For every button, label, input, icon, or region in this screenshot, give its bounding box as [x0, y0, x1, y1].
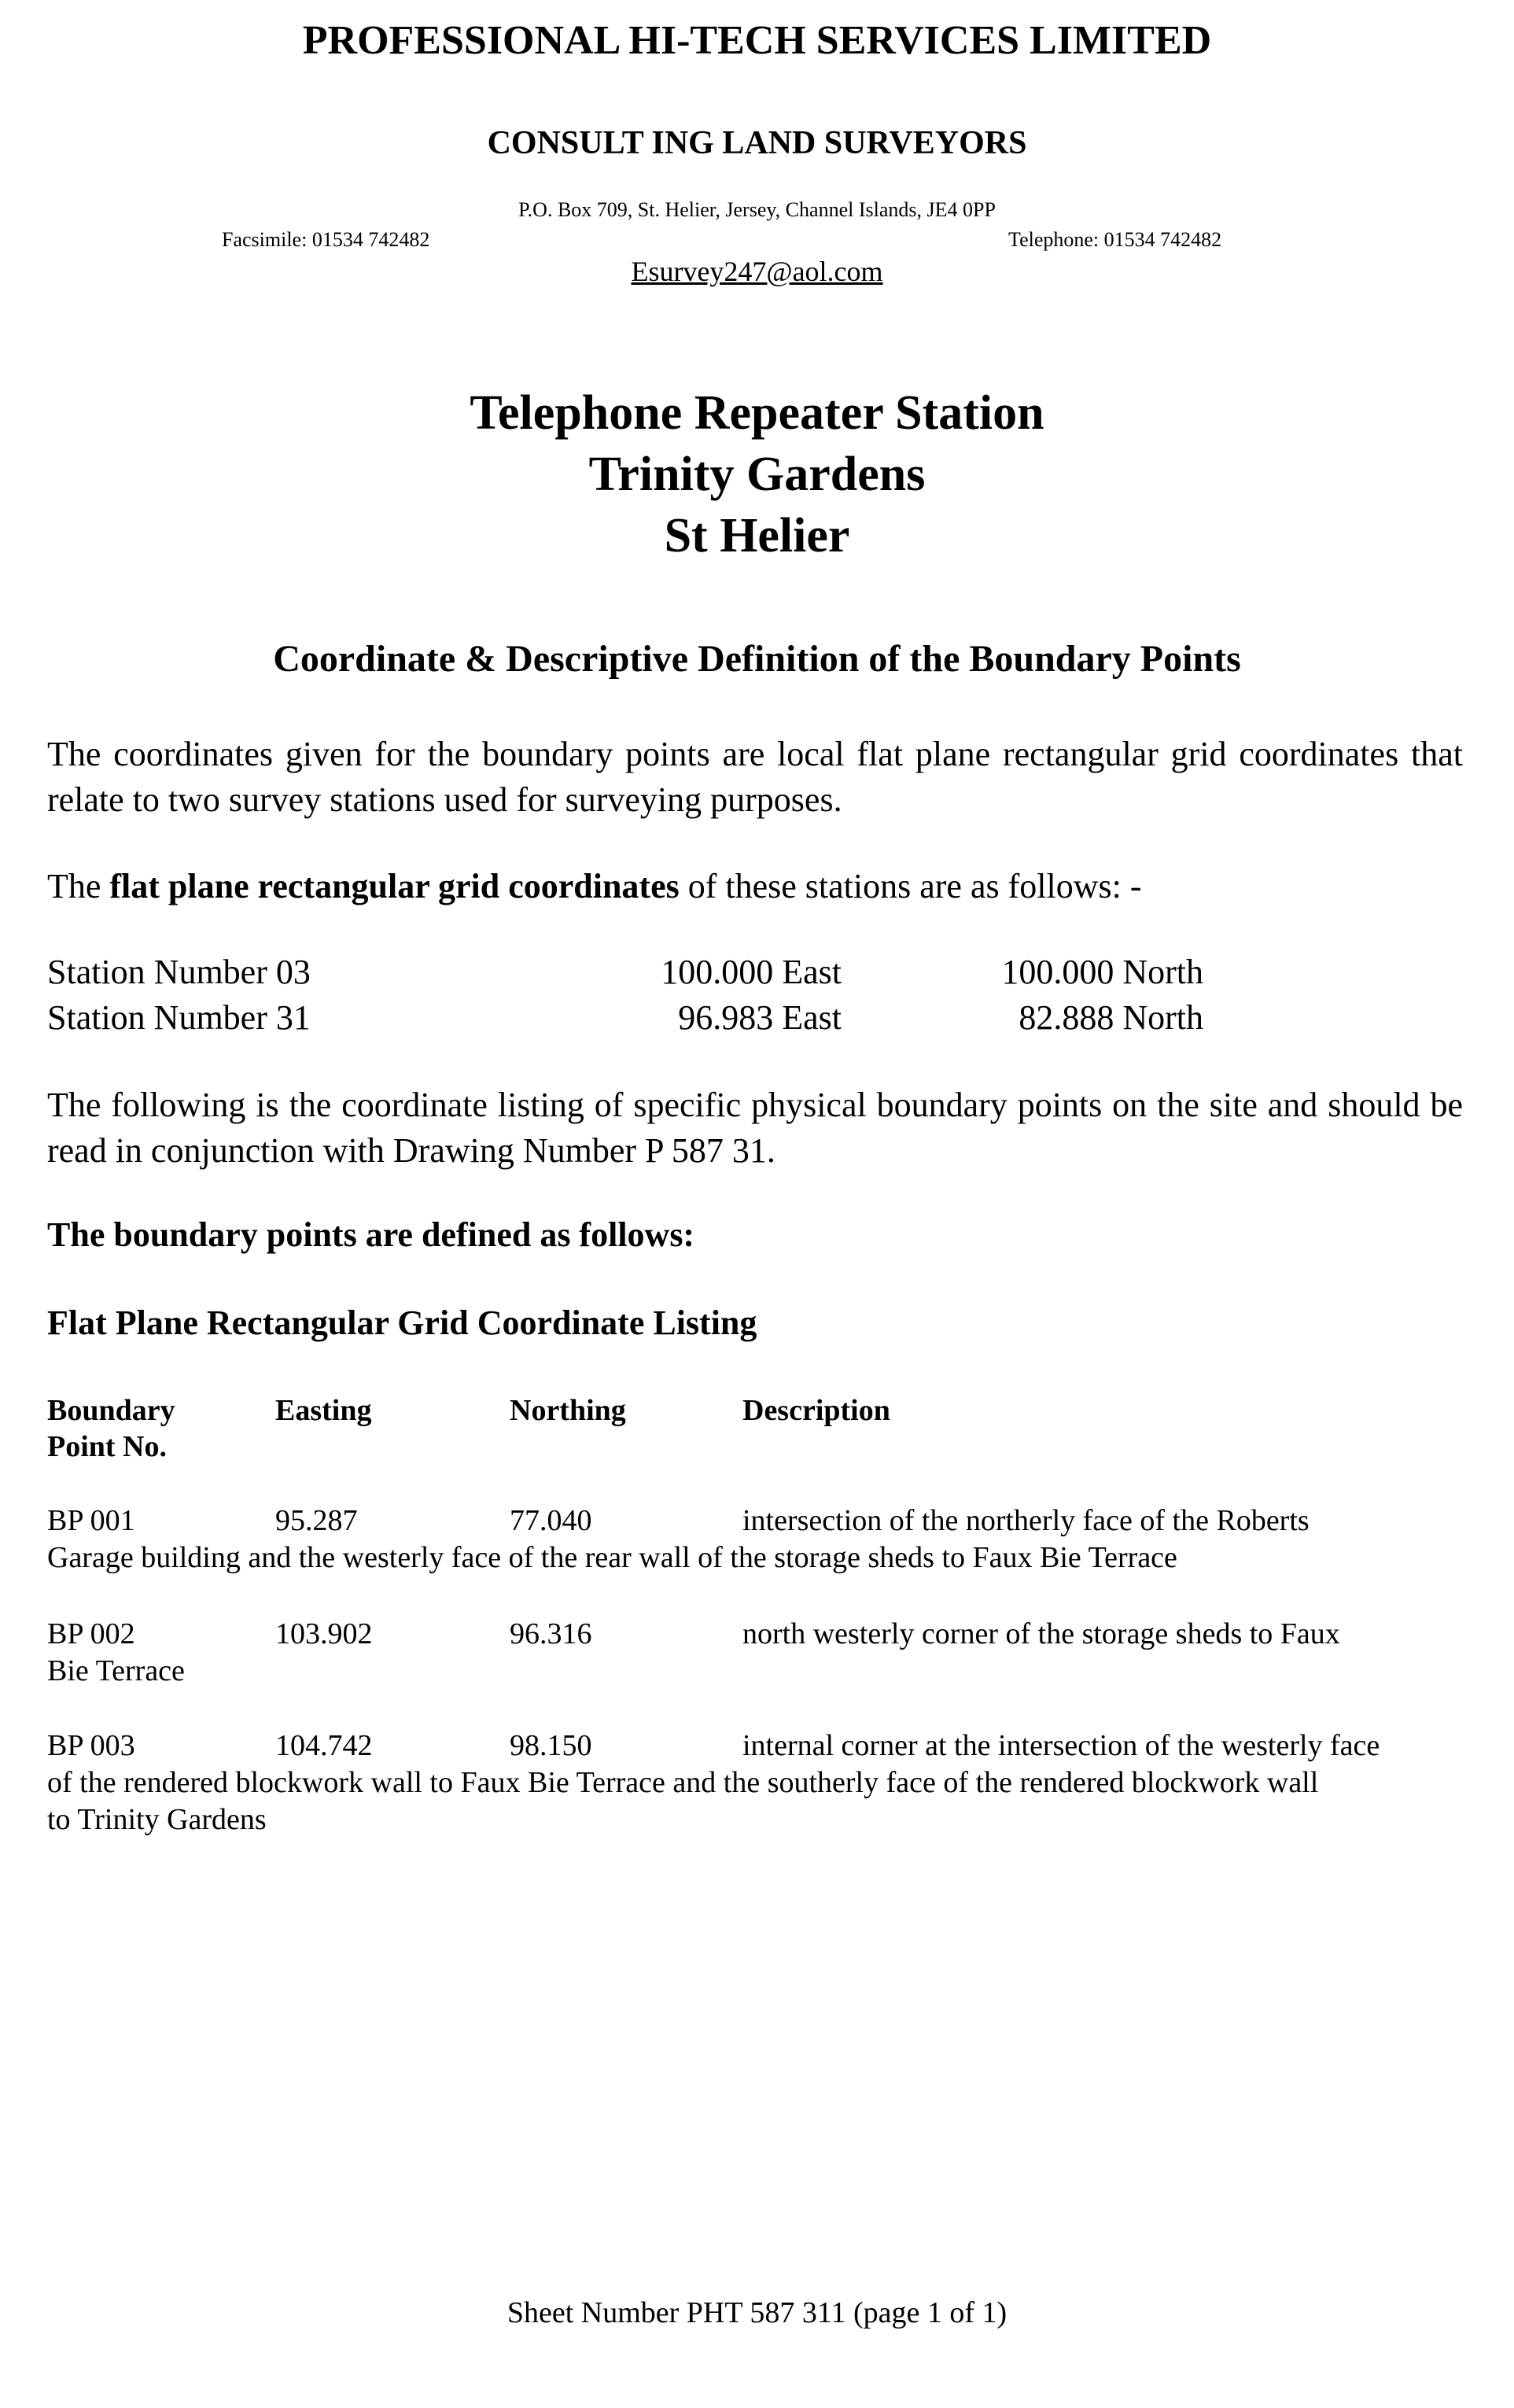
document-title-line-2: Trinity Gardens — [588, 448, 926, 501]
row-easting: 104.742 — [275, 1729, 373, 1762]
row-description-cont: Bie Terrace — [47, 1654, 185, 1687]
column-header-description: Description — [742, 1394, 890, 1427]
email-address: Esurvey247@aol.com — [631, 256, 883, 287]
station-row — [47, 997, 1463, 1043]
row-description-cont: Garage building and the westerly face of the rear wall of the storage sheds to Faux Bie Terrace — [47, 1541, 1177, 1574]
row-easting: 95.287 — [275, 1504, 358, 1537]
row-bp: BP 003 — [47, 1729, 135, 1762]
station-north: 100.000 North — [1001, 953, 1203, 991]
station-north: 82.888 North — [1019, 998, 1203, 1037]
defined-heading: The boundary points are defined as follows: — [47, 1215, 695, 1254]
stations-intro-prefix: The — [47, 867, 110, 905]
column-header-boundary-line-2: Point No. — [47, 1430, 167, 1463]
row-bp: BP 001 — [47, 1504, 135, 1537]
station-east: 100.000 East — [661, 953, 842, 991]
document-title-line-3: St Helier — [664, 509, 850, 562]
table-row — [0, 1616, 1514, 1694]
table-row — [0, 1728, 1514, 1846]
row-description-first: internal corner at the intersection of the westerly face — [742, 1729, 1380, 1762]
table-row — [0, 1503, 1514, 1581]
facsimile-number: Facsimile: 01534 742482 — [222, 228, 430, 251]
stations-intro-paragraph — [47, 864, 1463, 909]
stations-intro-suffix: of these stations are as follows: - — [679, 867, 1142, 905]
column-header-easting: Easting — [275, 1394, 372, 1427]
intro-paragraph: The coordinates given for the boundary points are local flat plane rectangular grid coordinates that relate to two survey stations used for surveying purposes. — [47, 735, 1463, 819]
row-easting: 103.902 — [275, 1617, 373, 1650]
row-bp: BP 002 — [47, 1617, 135, 1650]
station-name: Station Number 03 — [47, 953, 311, 991]
row-northing: 98.150 — [510, 1729, 592, 1762]
row-description-first: intersection of the northerly face of the Roberts — [742, 1504, 1310, 1537]
column-header-boundary-point — [47, 1392, 175, 1465]
drawing-reference-paragraph: The following is the coordinate listing of specific physical boundary points on the site and should be read in conjunction with Drawing Number P 587 31. — [47, 1086, 1463, 1170]
row-description-cont: of the rendered blockwork wall to Faux Bie Terrace and the southerly face of the rendered blockwork wall — [47, 1766, 1319, 1799]
row-description-cont: to Trinity Gardens — [47, 1803, 267, 1836]
listing-heading: Flat Plane Rectangular Grid Coordinate Listing — [47, 1304, 757, 1342]
document-title-line-1: Telephone Repeater Station — [470, 386, 1044, 440]
stations-intro-bold: flat plane rectangular grid coordinates — [109, 867, 680, 905]
company-subtitle: CONSULT ING LAND SURVEYORS — [487, 125, 1027, 161]
column-header-boundary-line-1: Boundary — [47, 1394, 175, 1427]
telephone-number: Telephone: 01534 742482 — [1008, 228, 1222, 251]
column-header-northing: Northing — [510, 1394, 626, 1427]
company-name: PROFESSIONAL HI-TECH SERVICES LIMITED — [302, 18, 1212, 63]
section-heading: Coordinate & Descriptive Definition of the Boundary Points — [273, 638, 1241, 680]
row-description-first: north westerly corner of the storage sheds to Faux — [742, 1617, 1340, 1650]
sheet-number-footer: Sheet Number PHT 587 311 (page 1 of 1) — [507, 2296, 1007, 2329]
station-east: 96.983 East — [678, 998, 842, 1037]
station-name: Station Number 31 — [47, 998, 311, 1037]
row-northing: 96.316 — [510, 1617, 592, 1650]
row-northing: 77.040 — [510, 1504, 592, 1537]
station-row — [47, 952, 1463, 997]
company-address: P.O. Box 709, St. Helier, Jersey, Channel Islands, JE4 0PP — [518, 198, 996, 221]
